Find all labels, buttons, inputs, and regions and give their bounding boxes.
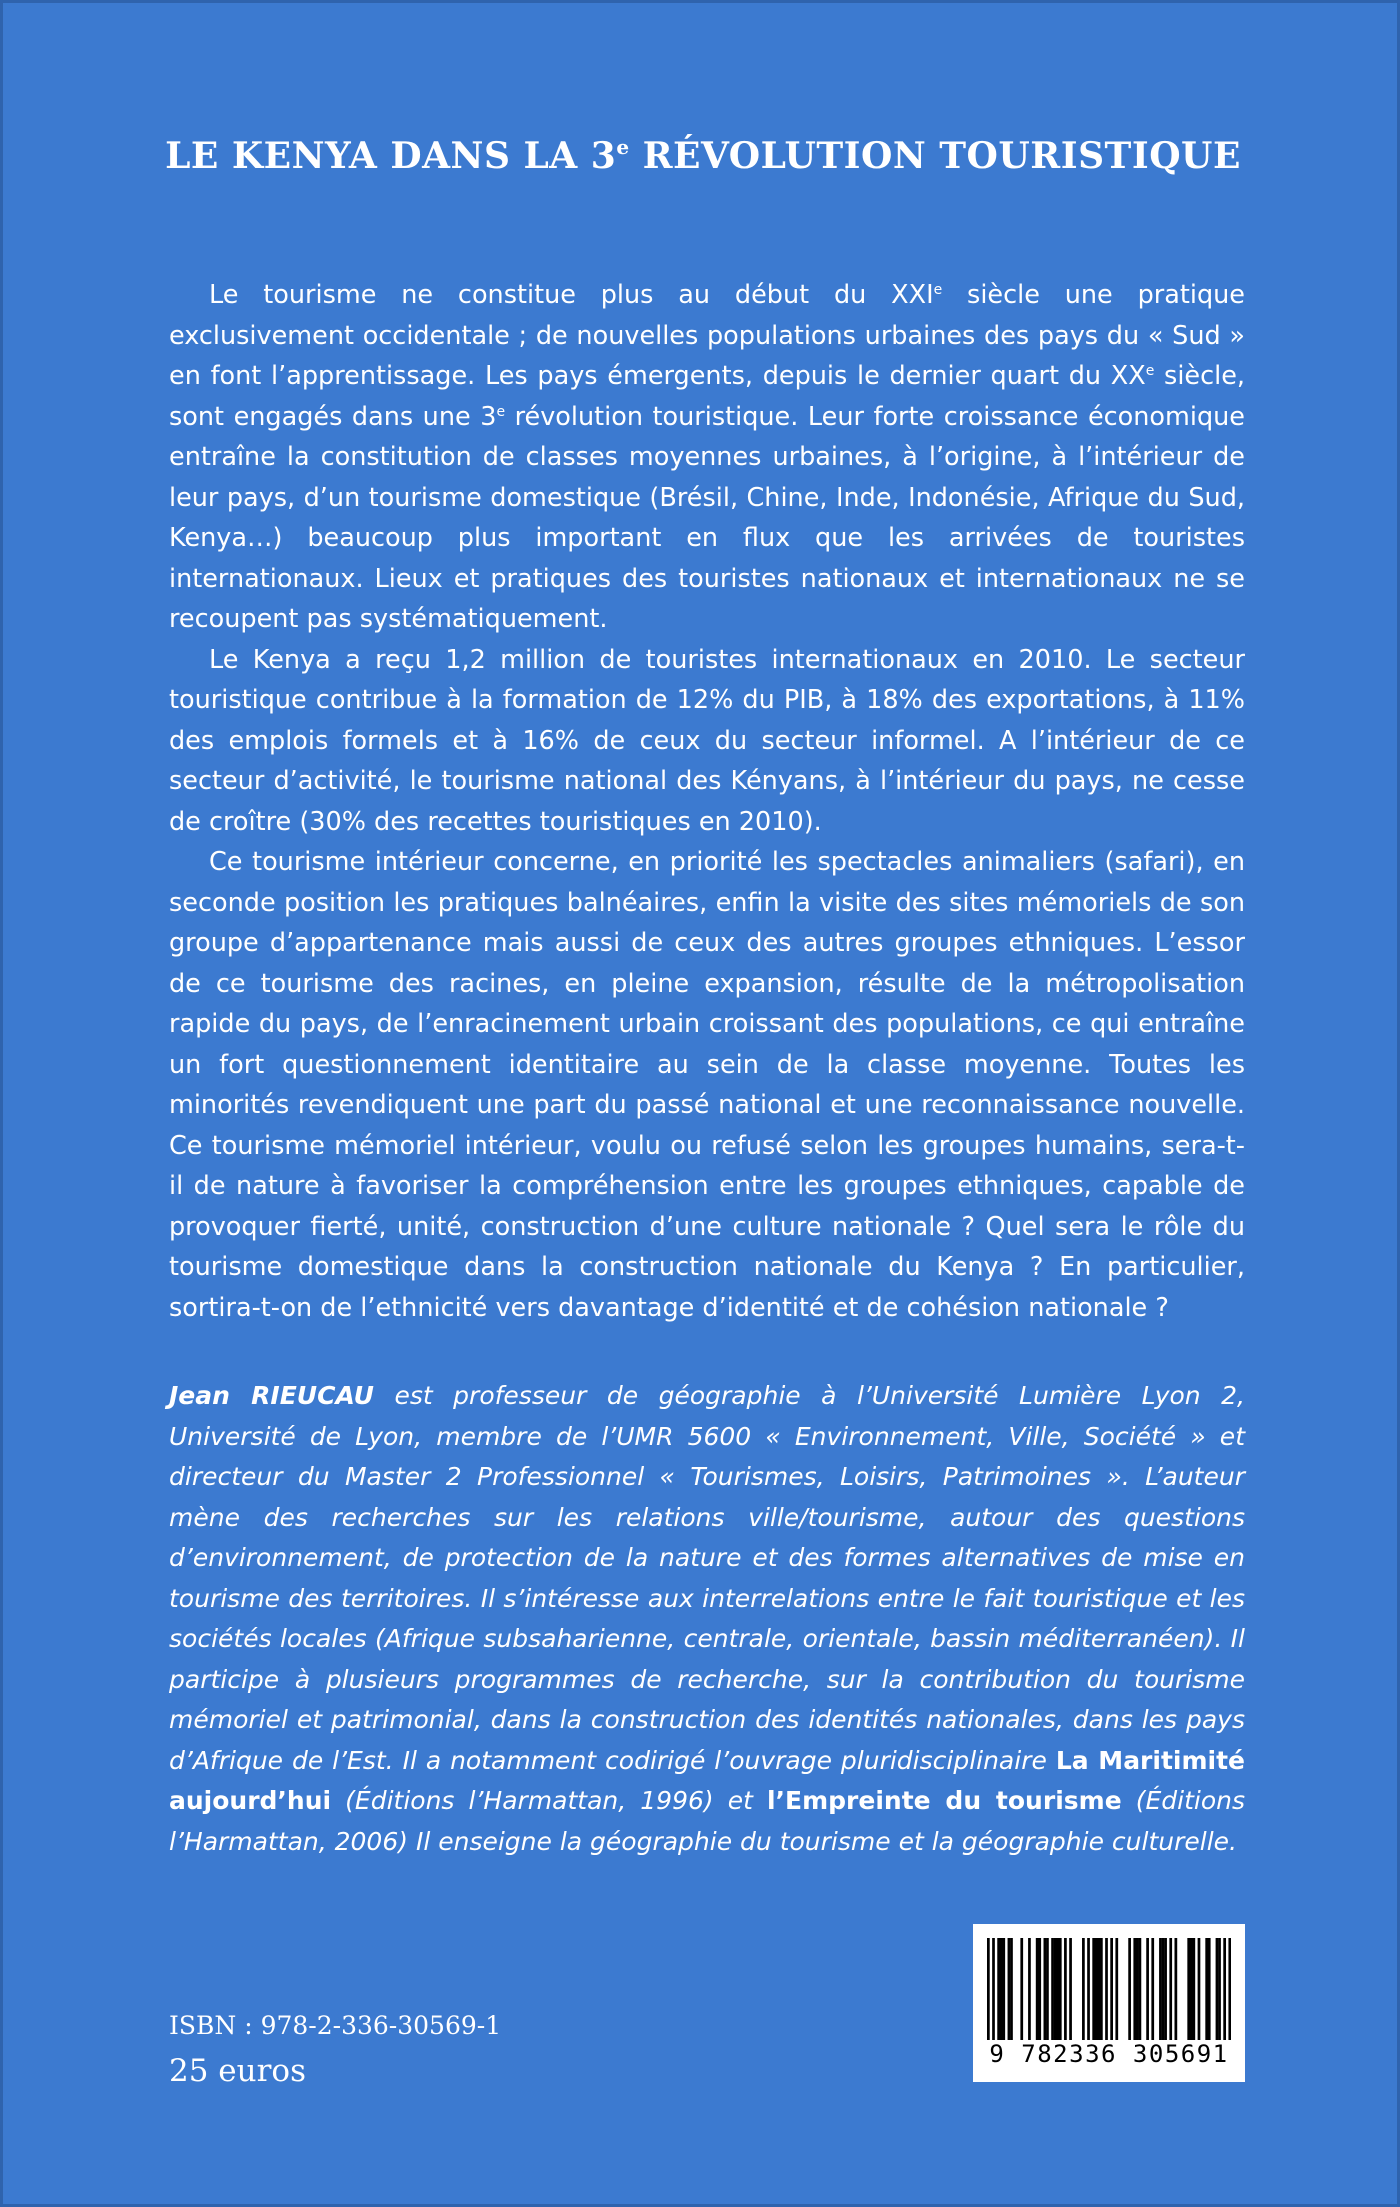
barcode-bar — [1105, 1938, 1108, 2040]
barcode-bar — [1146, 1938, 1149, 2040]
barcode-bar — [1028, 1938, 1031, 2040]
barcode-bar — [1069, 1938, 1072, 2040]
barcode-bar — [1216, 1938, 1219, 2040]
barcode-bar — [1223, 1938, 1226, 2040]
book-reference-1: La Maritimité aujourd’hui — [169, 1745, 1246, 1815]
summary-paragraph-3: Ce tourisme intérieur concerne, en priorité les spectacles animaliers (safari), en seconde position les pratiques balnéaires, enfin la visite des sites mémoriels de son groupe d’appartenance mais aussi de ceux des autres groupes ethniques. L’essor de ce tourisme des racines, en pleine expansion, résulte de la métropolisation rapide du pays, de l’enracinement urbain croissant des populations, ce qui entraîne un fort questionnement identitaire au sein de la classe moyenne. Toutes les minorités revendiquent une part du passé national et une reconnaissance nouvelle. Ce tourisme mémoriel intérieur, voulu ou refusé selon les groupes humains, sera-t-il de nature à favoriser la compréhension entre les groupes ethniques, capable de provoquer fierté, unité, construction d’une culture nationale ? Quel sera le rôle du tourisme domestique dans la construction nationale du Kenya ? En particulier, sortira-t-on de l’ethnicité vers davantage d’identité et de cohésion nationale ? — [169, 847, 1245, 1323]
barcode-bar — [997, 1938, 1000, 2040]
barcode-bar — [1100, 1938, 1103, 2040]
barcode — [973, 1924, 1245, 2082]
barcode-bar — [1208, 1938, 1211, 2040]
title-superscript: e — [616, 135, 630, 159]
summary-p1-part-a: Le tourisme ne constitue plus au début du XXI — [209, 280, 934, 310]
superscript: e — [1145, 363, 1155, 379]
summary-paragraph-1 — [169, 275, 1245, 640]
barcode-bar — [1164, 1938, 1167, 2040]
author-bio-part-a: est professeur de géographie à l’Université Lumière Lyon 2, Université de Lyon, membre de l’UMR 5600 « Environnement, Ville, Société » et directeur du Master 2 Professionnel « Tourismes, Loisirs, Patrimoines ». L’auteur mène des recherches sur les relations ville/tourisme, autour des questions d’environnement, de protection de la nature et des formes alternatives de mise en tourisme des territoires. Il s’intéresse aux interrelations entre le fait touristique et les sociétés locales (Afrique subsaharienne, centrale, orientale, bassin méditerranéen). Il participe à plusieurs programmes de recherche, sur la contribution du tourisme mémoriel et patrimonial, dans la construction des identités nationales, dans les pays d’Afrique de l’Est. Il a notamment codirigé l’ouvrage pluridisciplinaire — [169, 1381, 1245, 1775]
barcode-bar — [992, 1938, 995, 2040]
barcode-bar — [1020, 1938, 1023, 2040]
author-bio — [169, 1376, 1245, 1862]
barcode-bar — [1000, 1938, 1003, 2040]
barcode-bar — [1218, 1938, 1221, 2040]
barcode-bar — [1054, 1938, 1057, 2040]
isbn: ISBN : 978-2-336-30569-1 — [169, 2011, 502, 2040]
superscript: e — [496, 403, 506, 420]
barcode-bar — [1205, 1938, 1208, 2040]
barcode-bar — [1044, 1938, 1047, 2040]
barcode-bar — [1187, 1938, 1190, 2040]
title-prefix: LE KENYA DANS LA 3 — [165, 135, 617, 177]
barcode-bar — [1228, 1938, 1231, 2040]
barcode-bar — [1064, 1938, 1067, 2040]
barcode-bar — [1002, 1938, 1005, 2040]
barcode-bar — [1151, 1938, 1154, 2040]
barcode-bar — [1059, 1938, 1062, 2040]
summary-p1-part-c: siècle, sont engagés dans une 3 — [169, 361, 1245, 432]
barcode-bar — [1010, 1938, 1013, 2040]
barcode-bar — [1159, 1938, 1162, 2040]
barcode-digits: 9 782336 305691 — [989, 2040, 1229, 2068]
barcode-bar — [1169, 1938, 1172, 2040]
barcode-bar — [1139, 1938, 1142, 2040]
barcode-bar — [1190, 1938, 1193, 2040]
barcode-bar — [1115, 1938, 1118, 2040]
barcode-bar — [1133, 1938, 1136, 2040]
barcode-bar — [1008, 1938, 1011, 2040]
price: 25 euros — [169, 2053, 307, 2089]
barcode-bar — [1162, 1938, 1165, 2040]
superscript: e — [933, 282, 943, 298]
book-title — [3, 135, 1400, 177]
book-reference-2: l’Empreinte du tourisme — [766, 1786, 1122, 1815]
title-suffix: RÉVOLUTION TOURISTIQUE — [629, 135, 1241, 177]
summary-paragraph-2: Le Kenya a reçu 1,2 million de touristes internationaux en 2010. Le secteur touristique contribue à la formation de 12% du PIB, à 18% des exportations, à 11% des emplois formels et à 16% de ceux du secteur informel. A l’intérieur de ce secteur d’activité, le tourisme national des Kényans, à l’intérieur du pays, ne cesse de croître (30% des recettes touristiques en 2010). — [169, 644, 1245, 837]
barcode-bar — [1136, 1938, 1139, 2040]
author-bio-part-b: (Éditions l’Harmattan, 1996) et — [331, 1786, 767, 1815]
barcode-bars — [987, 1938, 1231, 2040]
barcode-bar — [1110, 1938, 1113, 2040]
summary-text — [169, 275, 1245, 1328]
barcode-bar — [1046, 1938, 1049, 2040]
barcode-bar — [1036, 1938, 1039, 2040]
summary-p1-part-b: siècle une pratique exclusivement occidentale ; de nouvelles populations urbaines des pays du « Sud » en font l’apprentissage. Les pays émergents, depuis le dernier quart du XX — [169, 280, 1245, 391]
barcode-bar — [1198, 1938, 1201, 2040]
barcode-bar — [1056, 1938, 1059, 2040]
barcode-bar — [1128, 1938, 1131, 2040]
author-bio-part-c: (Éditions l’Harmattan, 2006) Il enseigne la géographie du tourisme et la géographie culturelle. — [169, 1786, 1245, 1856]
author-bio-paragraph — [169, 1376, 1245, 1862]
barcode-bar — [1038, 1938, 1041, 2040]
barcode-bar — [1095, 1938, 1098, 2040]
summary-p1-part-d: révolution touristique. Leur forte croissance économique entraîne la constitution de classes moyennes urbaines, à l’origine, à l’intérieur de leur pays, d’un tourisme domestique (Brésil, Chine, Inde, Indonésie, Afrique du Sud, Kenya…) beaucoup plus important en flux que les arrivées de touristes internationaux. Lieux et pratiques des touristes nationaux et internationaux ne se recoupent pas systématiquement. — [169, 401, 1245, 634]
barcode-bar — [987, 1938, 990, 2040]
author-name: Jean RIEUCAU — [169, 1381, 374, 1410]
barcode-bar — [1092, 1938, 1095, 2040]
barcode-bar — [1087, 1938, 1090, 2040]
barcode-bar — [1051, 1938, 1054, 2040]
barcode-bar — [1174, 1938, 1177, 2040]
barcode-bar — [1192, 1938, 1195, 2040]
barcode-bar — [1082, 1938, 1085, 2040]
barcode-bar — [1097, 1938, 1100, 2040]
